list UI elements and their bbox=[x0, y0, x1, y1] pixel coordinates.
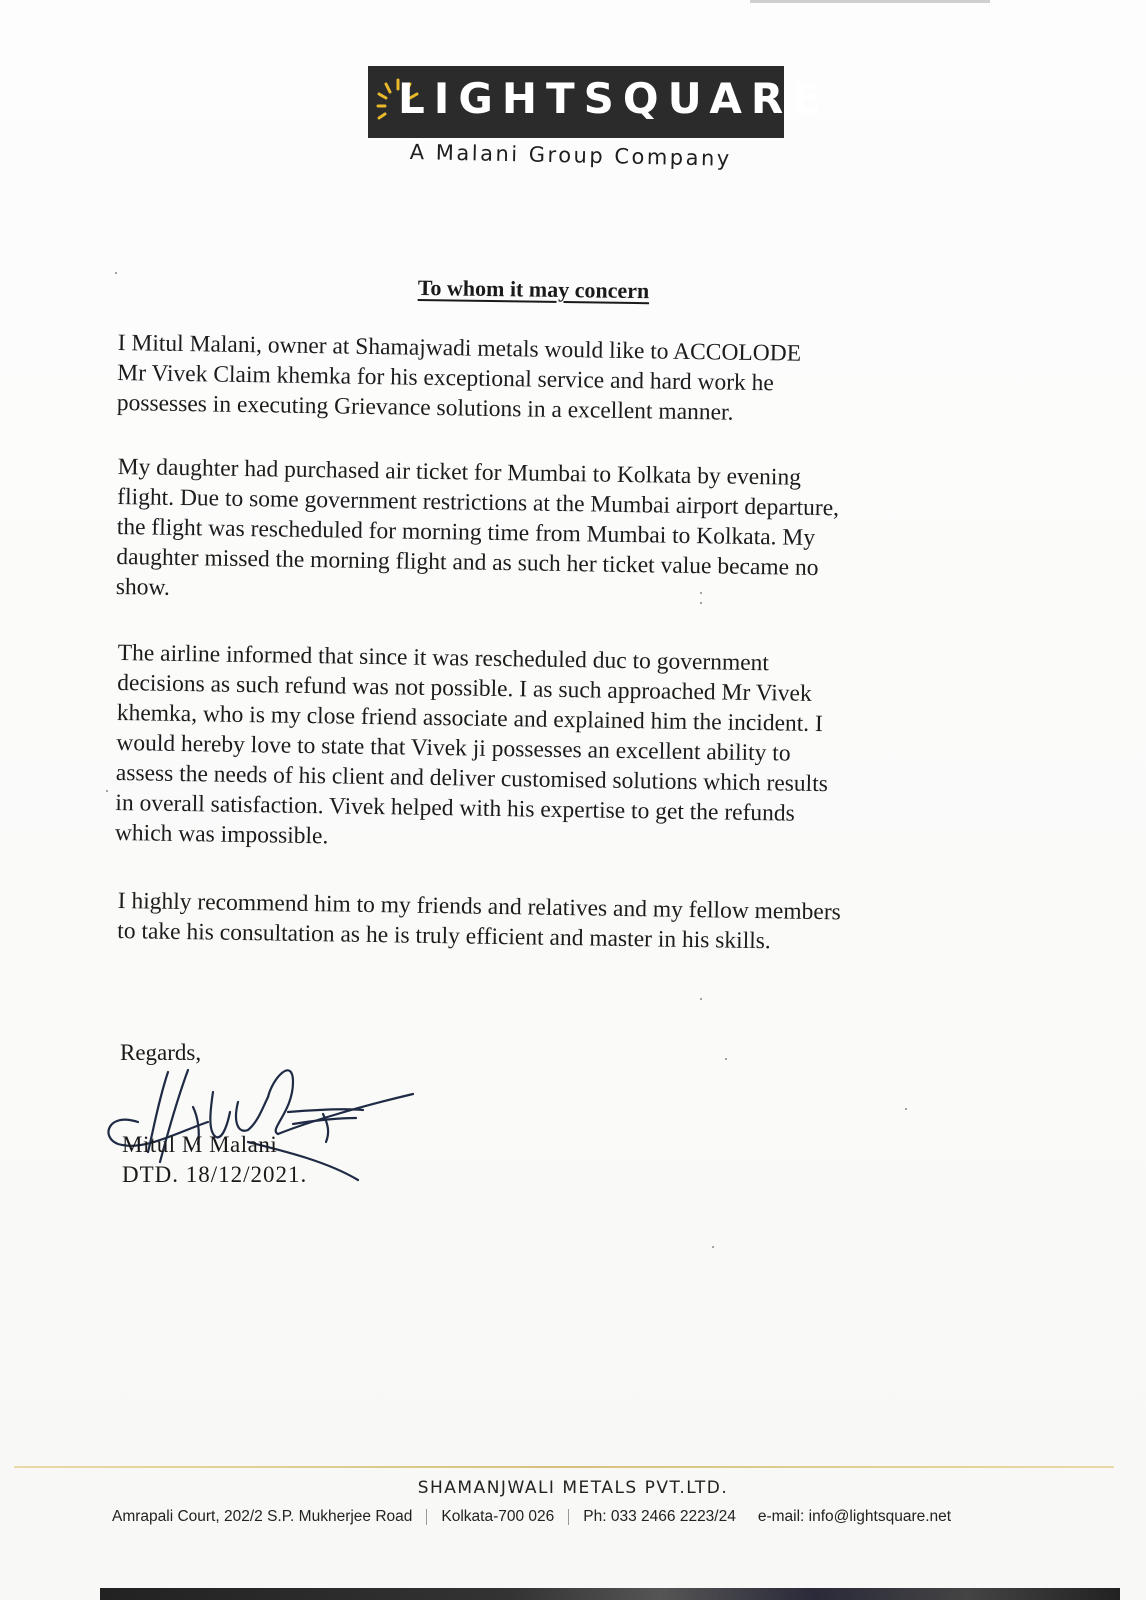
letter-title: To whom it may concern bbox=[417, 275, 650, 304]
text-line: khemka, who is my close friend associate and explained him the incident. I bbox=[116, 699, 824, 738]
text-line: I Mitul Malani, owner at Shamajwadi metals would like to ACCOLODE bbox=[117, 329, 802, 367]
text-line: I highly recommend him to my friends and relatives and my fellow members bbox=[117, 887, 841, 926]
scan-speck bbox=[115, 272, 117, 274]
footer-divider bbox=[426, 1509, 427, 1525]
footer-rule bbox=[14, 1466, 1114, 1468]
scan-speck bbox=[725, 1058, 727, 1060]
letter-date: DTD. 18/12/2021. bbox=[122, 1162, 308, 1187]
text-line: to take his consultation as he is truly efficient and master in his skills. bbox=[117, 917, 771, 955]
text-line: Mr Vivek Claim khemka for his exceptional service and hard work he bbox=[117, 359, 775, 397]
scan-bottom-edge bbox=[100, 1588, 1120, 1600]
paragraph-1 bbox=[117, 328, 998, 432]
paragraph-3 bbox=[115, 638, 998, 862]
text-line: possesses in executing Grievance solutions in a excellent manner. bbox=[116, 389, 734, 426]
text-line: would hereby love to state that Vivek ji possesses an excellent ability to bbox=[116, 729, 791, 767]
footer-company-name: SHAMANJWALI METALS PVT.LTD. bbox=[417, 1478, 729, 1498]
footer-phone: Ph: 033 2466 2223/24 bbox=[583, 1508, 736, 1525]
logo-wordmark: LIGHTSQUARE bbox=[398, 74, 830, 123]
text-line: assess the needs of his client and deliver customised solutions which results bbox=[115, 759, 829, 798]
closing-salutation: Regards, bbox=[120, 1040, 202, 1065]
footer-email: e-mail: info@lightsquare.net bbox=[757, 1508, 952, 1525]
text-line: which was impossible. bbox=[114, 819, 329, 850]
footer-divider bbox=[568, 1509, 569, 1525]
text-line: in overall satisfaction. Vivek helped with his expertise to get the refunds bbox=[115, 789, 796, 827]
scan-speck bbox=[700, 592, 702, 594]
scan-speck bbox=[106, 790, 108, 792]
paragraph-2 bbox=[116, 452, 998, 616]
scan-speck bbox=[700, 998, 702, 1000]
text-line: the flight was rescheduled for morning time from Mumbai to Kolkata. My bbox=[116, 513, 816, 551]
scan-speck bbox=[905, 1108, 907, 1110]
footer-address: Amrapali Court, 202/2 S.P. Mukherjee Road bbox=[112, 1508, 413, 1525]
paragraph-4 bbox=[117, 886, 998, 960]
footer-contact-line bbox=[112, 1508, 951, 1526]
scan-speck bbox=[712, 1246, 714, 1248]
text-line: show. bbox=[115, 573, 171, 601]
logo-tagline: A Malani Group Company bbox=[409, 140, 733, 171]
text-line: My daughter had purchased air ticket for Mumbai to Kolkata by evening bbox=[117, 453, 802, 491]
text-line: flight. Due to some government restrictions at the Mumbai airport departure, bbox=[117, 483, 840, 522]
footer-city: Kolkata-700 026 bbox=[441, 1508, 555, 1525]
text-line: The airline informed that since it was rescheduled duc to government bbox=[117, 639, 770, 677]
scan-edge-mark bbox=[750, 0, 990, 3]
scan-speck bbox=[700, 602, 702, 604]
text-line: daughter missed the morning flight and as such her ticket value became no bbox=[116, 543, 819, 582]
text-line: decisions as such refund was not possible. I as such approached Mr Vivek bbox=[117, 669, 812, 707]
signer-name: Mitul M Malani bbox=[122, 1132, 278, 1157]
company-logo bbox=[368, 66, 830, 138]
